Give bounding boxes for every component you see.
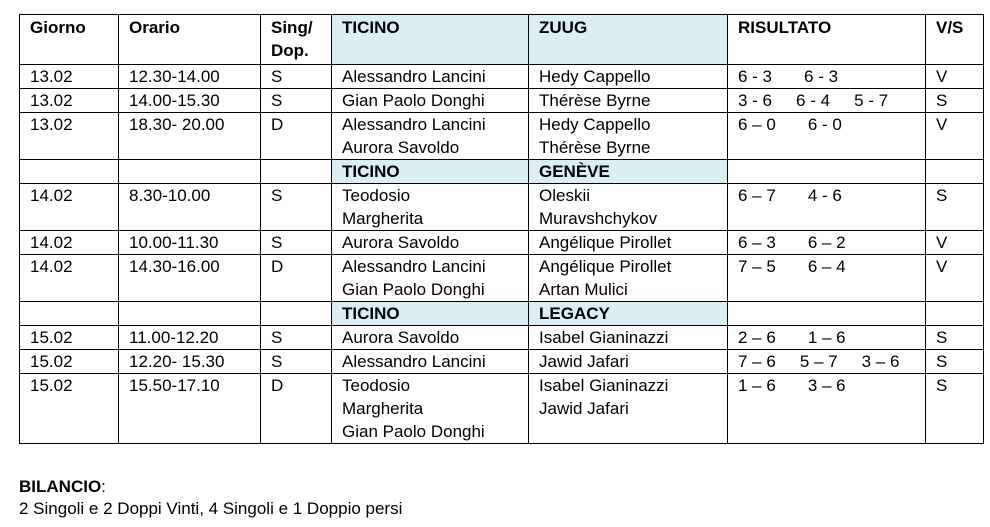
section-team2: LEGACY — [529, 302, 728, 326]
cell-risultato — [728, 65, 926, 89]
cell-opponent-player — [529, 89, 728, 113]
player-name: Isabel Gianinazzi — [539, 376, 669, 395]
section-row — [20, 302, 984, 326]
cell-ticino-player — [332, 231, 529, 255]
player-name: Aurora Savoldo — [342, 233, 460, 252]
empty-cell — [728, 160, 926, 184]
table-row — [20, 113, 984, 160]
cell-risultato — [728, 326, 926, 350]
cell-risultato — [728, 231, 926, 255]
cell-giorno: 15.02 — [20, 326, 119, 350]
set-score: 5 – 7 — [799, 352, 838, 371]
bilancio-label: BILANCIO — [19, 477, 102, 496]
player-name: Artan Mulici — [539, 280, 628, 299]
cell-risultato — [728, 374, 926, 444]
empty-cell — [119, 160, 261, 184]
table-row — [20, 89, 984, 113]
player-name: Aurora Savoldo — [342, 328, 460, 347]
table-row — [20, 374, 984, 444]
results-table — [19, 14, 984, 444]
cell-tipo: S — [261, 184, 332, 231]
cell-orario: 10.00-11.30 — [119, 231, 261, 255]
cell-giorno: 15.02 — [20, 350, 119, 374]
player-name: Teodosio — [342, 186, 411, 205]
player-name: Alessandro Lancini — [342, 257, 486, 276]
cell-risultato — [728, 184, 926, 231]
cell-ticino-player — [332, 350, 529, 374]
table-row — [20, 350, 984, 374]
cell-orario: 15.50-17.10 — [119, 374, 261, 444]
player-name: Teodosio — [342, 376, 411, 395]
set-score: 6 - 0 — [807, 115, 842, 134]
cell-ticino-player — [332, 374, 529, 444]
empty-cell — [20, 160, 119, 184]
player-name: Angélique Pirollet — [539, 233, 672, 252]
cell-risultato — [728, 89, 926, 113]
cell-orario: 11.00-12.20 — [119, 326, 261, 350]
set-score: 6 – 4 — [807, 257, 846, 276]
player-name: Thérèse Byrne — [539, 138, 651, 157]
cell-opponent-player — [529, 113, 728, 160]
empty-cell — [20, 302, 119, 326]
table-row — [20, 65, 984, 89]
cell-tipo: D — [261, 374, 332, 444]
set-score: 6 - 4 — [796, 91, 831, 110]
cell-tipo: S — [261, 231, 332, 255]
cell-ticino-player — [332, 113, 529, 160]
bilancio-colon: : — [101, 477, 106, 496]
player-name: Hedy Cappello — [539, 67, 651, 86]
cell-orario: 14.00-15.30 — [119, 89, 261, 113]
set-score: 6 – 0 — [738, 115, 776, 134]
set-score: 3 – 6 — [861, 352, 900, 371]
cell-tipo: S — [261, 65, 332, 89]
cell-orario: 12.20- 15.30 — [119, 350, 261, 374]
set-score: 1 – 6 — [738, 376, 776, 395]
cell-tipo: S — [261, 350, 332, 374]
cell-giorno: 15.02 — [20, 374, 119, 444]
bilancio-text: 2 Singoli e 2 Doppi Vinti, 4 Singoli e 1 Doppio persi — [19, 499, 403, 518]
header-team1: TICINO — [332, 15, 529, 65]
cell-giorno: 13.02 — [20, 89, 119, 113]
cell-opponent-player — [529, 255, 728, 302]
cell-ticino-player — [332, 89, 529, 113]
table-row — [20, 184, 984, 231]
set-score: 1 – 6 — [807, 328, 846, 347]
bilancio-summary — [19, 476, 402, 520]
cell-vs: S — [926, 184, 984, 231]
player-name: Jawid Jafari — [539, 352, 629, 371]
cell-vs: V — [926, 65, 984, 89]
header-sing-line1: Sing/ — [271, 18, 313, 37]
set-score: 6 – 3 — [738, 233, 776, 252]
cell-vs: S — [926, 374, 984, 444]
cell-risultato — [728, 113, 926, 160]
cell-orario: 12.30-14.00 — [119, 65, 261, 89]
player-name: Angélique Pirollet — [539, 257, 672, 276]
cell-orario: 8.30-10.00 — [119, 184, 261, 231]
section-team1: TICINO — [332, 160, 529, 184]
set-score: 6 – 2 — [807, 233, 846, 252]
cell-opponent-player — [529, 350, 728, 374]
player-name: Alessandro Lancini — [342, 67, 486, 86]
cell-risultato — [728, 255, 926, 302]
cell-tipo: D — [261, 255, 332, 302]
set-score: 7 – 5 — [738, 257, 776, 276]
section-team1: TICINO — [332, 302, 529, 326]
player-name: Gian Paolo Donghi — [342, 280, 485, 299]
set-score: 3 - 6 — [738, 91, 773, 110]
player-name: Alessandro Lancini — [342, 115, 486, 134]
cell-opponent-player — [529, 231, 728, 255]
cell-vs: V — [926, 231, 984, 255]
cell-giorno: 14.02 — [20, 255, 119, 302]
cell-ticino-player — [332, 255, 529, 302]
player-name: Hedy Cappello — [539, 115, 651, 134]
cell-opponent-player — [529, 184, 728, 231]
cell-ticino-player — [332, 184, 529, 231]
empty-cell — [261, 160, 332, 184]
set-score: 5 - 7 — [854, 91, 889, 110]
header-row — [20, 15, 984, 65]
player-name: Margherita — [342, 209, 424, 228]
cell-orario: 14.30-16.00 — [119, 255, 261, 302]
cell-vs: S — [926, 326, 984, 350]
cell-giorno: 13.02 — [20, 65, 119, 89]
cell-tipo: D — [261, 113, 332, 160]
header-sing-line2: Dop. — [271, 41, 309, 60]
cell-vs: S — [926, 89, 984, 113]
set-score: 3 – 6 — [807, 376, 846, 395]
cell-ticino-player — [332, 65, 529, 89]
player-name: Margherita — [342, 399, 424, 418]
header-sing-dop — [261, 15, 332, 65]
player-name: Oleskii — [539, 186, 591, 205]
table-row — [20, 326, 984, 350]
empty-cell — [261, 302, 332, 326]
header-risultato: RISULTATO — [728, 15, 926, 65]
header-team2: ZUUG — [529, 15, 728, 65]
cell-risultato — [728, 350, 926, 374]
player-name: Jawid Jafari — [539, 399, 629, 418]
cell-orario: 18.30- 20.00 — [119, 113, 261, 160]
section-team2: GENÈVE — [529, 160, 728, 184]
empty-cell — [926, 302, 984, 326]
header-vs: V/S — [926, 15, 984, 65]
empty-cell — [119, 302, 261, 326]
cell-giorno: 14.02 — [20, 184, 119, 231]
cell-tipo: S — [261, 326, 332, 350]
cell-vs: S — [926, 350, 984, 374]
cell-vs: V — [926, 113, 984, 160]
cell-opponent-player — [529, 326, 728, 350]
empty-cell — [926, 160, 984, 184]
table-row — [20, 231, 984, 255]
player-name: Thérèse Byrne — [539, 91, 651, 110]
cell-opponent-player — [529, 374, 728, 444]
empty-cell — [728, 302, 926, 326]
set-score: 6 - 3 — [738, 67, 773, 86]
player-name: Muravshchykov — [539, 209, 658, 228]
cell-giorno: 14.02 — [20, 231, 119, 255]
header-giorno: Giorno — [20, 15, 119, 65]
player-name: Aurora Savoldo — [342, 138, 460, 157]
header-orario: Orario — [119, 15, 261, 65]
set-score: 7 – 6 — [738, 352, 776, 371]
set-score: 2 – 6 — [738, 328, 776, 347]
set-score: 6 - 3 — [804, 67, 839, 86]
cell-opponent-player — [529, 65, 728, 89]
player-name: Isabel Gianinazzi — [539, 328, 669, 347]
cell-giorno: 13.02 — [20, 113, 119, 160]
set-score: 4 - 6 — [807, 186, 842, 205]
cell-vs: V — [926, 255, 984, 302]
cell-tipo: S — [261, 89, 332, 113]
player-name: Gian Paolo Donghi — [342, 91, 485, 110]
table-row — [20, 255, 984, 302]
player-name: Alessandro Lancini — [342, 352, 486, 371]
set-score: 6 – 7 — [738, 186, 776, 205]
section-row — [20, 160, 984, 184]
player-name: Gian Paolo Donghi — [342, 422, 485, 441]
cell-ticino-player — [332, 326, 529, 350]
